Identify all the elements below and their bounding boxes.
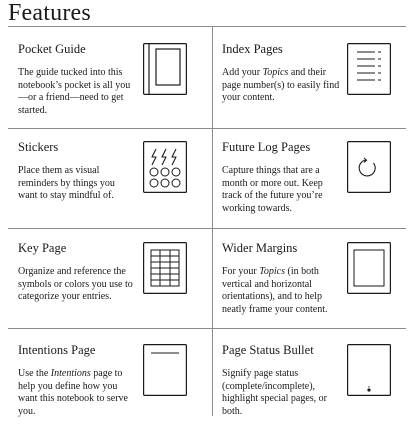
pocket-guide-icon	[143, 43, 187, 95]
feature-description	[222, 266, 340, 316]
description-text: Organize and reference the symbols or colors you use to categorize your entries.	[18, 266, 133, 302]
feature-heading: Index Pages	[222, 42, 283, 56]
feature-description	[222, 368, 340, 418]
description-text: page to help you define how you want this notebook to serve you.	[18, 368, 128, 417]
page-title: Features	[8, 0, 91, 26]
description-text: For your	[222, 266, 260, 277]
future-log-icon	[347, 141, 391, 193]
feature-heading: Future Log Pages	[222, 140, 311, 154]
feature-description	[18, 67, 136, 117]
page-status-bullet-icon	[347, 344, 391, 396]
description-text: Add your	[222, 67, 263, 78]
feature-stickers	[18, 139, 218, 239]
feature-index-pages	[222, 41, 416, 141]
intentions-page-icon	[143, 344, 187, 396]
feature-heading: Wider Margins	[222, 241, 298, 255]
feature-wider-margins	[222, 240, 416, 340]
description-text: The guide tucked into this notebook’s pocket is all you—or a friend—need to get started.	[18, 67, 131, 116]
feature-intentions-page	[18, 342, 218, 442]
emphasized-text: Intentions	[50, 368, 91, 379]
feature-description	[222, 67, 340, 105]
key-page-icon	[143, 242, 187, 294]
emphasized-text: Topics	[259, 266, 285, 277]
feature-description	[18, 165, 136, 203]
description-text: Capture things that are a month or more out. Keep track of the future you’re working towards.	[222, 165, 323, 214]
stickers-icon	[143, 141, 187, 193]
feature-heading: Pocket Guide	[18, 42, 86, 56]
feature-page-status-bullet	[222, 342, 416, 442]
feature-description	[18, 266, 136, 304]
index-pages-icon	[347, 43, 391, 95]
feature-key-page	[18, 240, 218, 340]
description-text: and their page number(s) to easily find your content.	[222, 67, 340, 103]
description-text: Use the	[18, 368, 51, 379]
emphasized-text: Topics	[262, 67, 289, 78]
feature-heading: Page Status Bullet	[222, 343, 314, 357]
wider-margins-icon	[347, 242, 391, 294]
feature-future-log-pages	[222, 139, 416, 239]
feature-heading: Intentions Page	[18, 343, 96, 357]
feature-heading: Key Page	[18, 241, 67, 255]
description-text: Signify page status (complete/incomplete), highlight special pages, or both.	[222, 368, 327, 417]
feature-pocket-guide	[18, 41, 218, 141]
feature-heading: Stickers	[18, 140, 59, 154]
description-text: (in both vertical and horizontal orientations), and to help neatly frame your content.	[222, 266, 328, 315]
feature-description	[18, 368, 136, 418]
description-text: Place them as visual reminders by things you want to stay mindful of.	[18, 165, 115, 201]
title-divider	[8, 26, 406, 27]
feature-description	[222, 165, 340, 215]
